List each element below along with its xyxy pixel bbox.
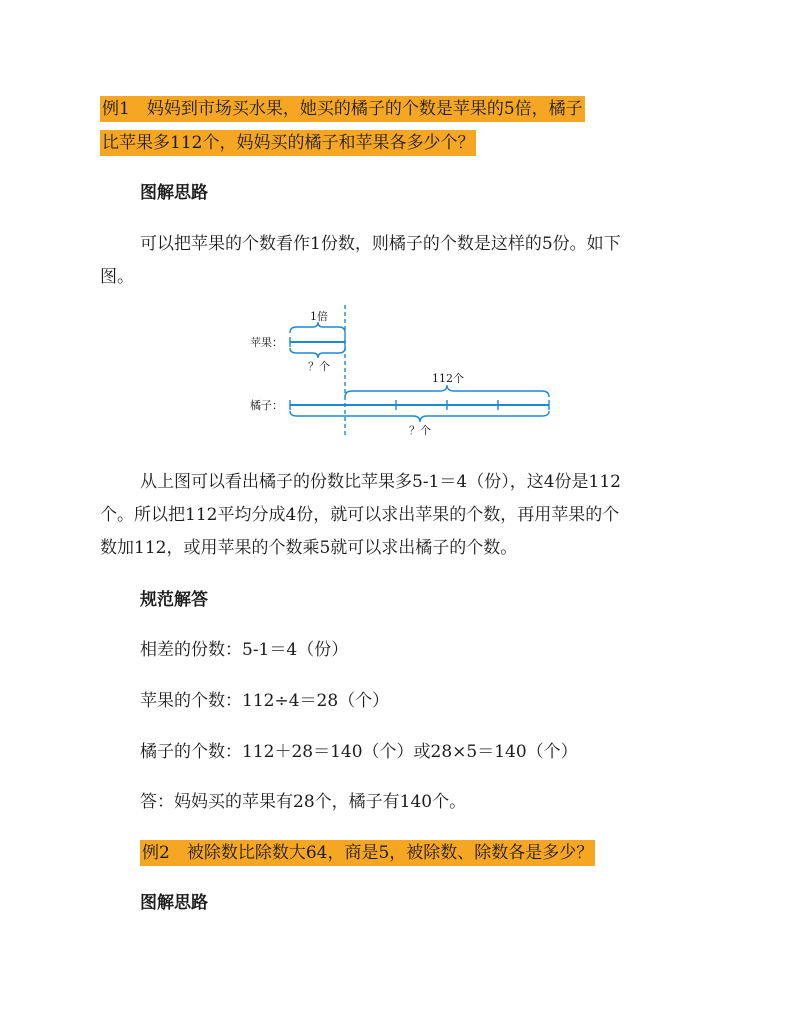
difference-label: 112个 (432, 372, 464, 385)
paragraph1-line2: 图。 (100, 267, 134, 287)
bar-model-diagram (240, 305, 570, 440)
orange-question-label: ？个 (409, 424, 431, 437)
paragraph2-line1: 从上图可以看出橘子的份数比苹果多5-1＝4（份），这4份是112 (140, 472, 621, 492)
section-heading-diagram-approach-2: 图解思路 (140, 893, 208, 913)
solution-answer: 答：妈妈买的苹果有28个，橘子有140个。 (140, 792, 467, 812)
solution-step3: 橘子的个数：112＋28＝140（个）或28×5＝140（个） (140, 742, 578, 762)
orange-question-brace (290, 411, 549, 422)
one-part-brace (290, 322, 345, 333)
solution-step2: 苹果的个数：112÷4＝28（个） (140, 691, 390, 711)
apple-label: 苹果： (250, 336, 283, 349)
apple-question-brace (290, 348, 345, 358)
section-heading-standard-solution: 规范解答 (140, 590, 208, 610)
solution-step1: 相差的份数：5-1＝4（份） (140, 640, 349, 660)
difference-brace (345, 385, 549, 397)
section-heading-diagram-approach: 图解思路 (140, 183, 208, 203)
paragraph1-line1: 可以把苹果的个数看作1份数，则橘子的个数是这样的5份。如下 (140, 234, 621, 254)
example2-question (140, 841, 595, 865)
highlight: 比苹果多112个，妈妈买的橘子和苹果各多少个？ (100, 130, 476, 156)
example1-question-line2 (100, 131, 476, 155)
paragraph2-line3: 数加112，或用苹果的个数乘5就可以求出橘子的个数。 (100, 538, 518, 558)
highlight: 例1 妈妈到市场买水果，她买的橘子的个数是苹果的5倍，橘子 (100, 96, 585, 122)
one-part-label: 1倍 (310, 310, 328, 323)
apple-question-label: ？个 (308, 360, 330, 373)
example1-question-line1 (100, 97, 585, 121)
highlight: 例2 被除数比除数大64，商是5，被除数、除数各是多少？ (140, 840, 595, 866)
orange-label: 橘子： (250, 399, 283, 412)
paragraph2-line2: 个。所以把112平均分成4份，就可以求出苹果的个数，再用苹果的个 (100, 505, 620, 525)
